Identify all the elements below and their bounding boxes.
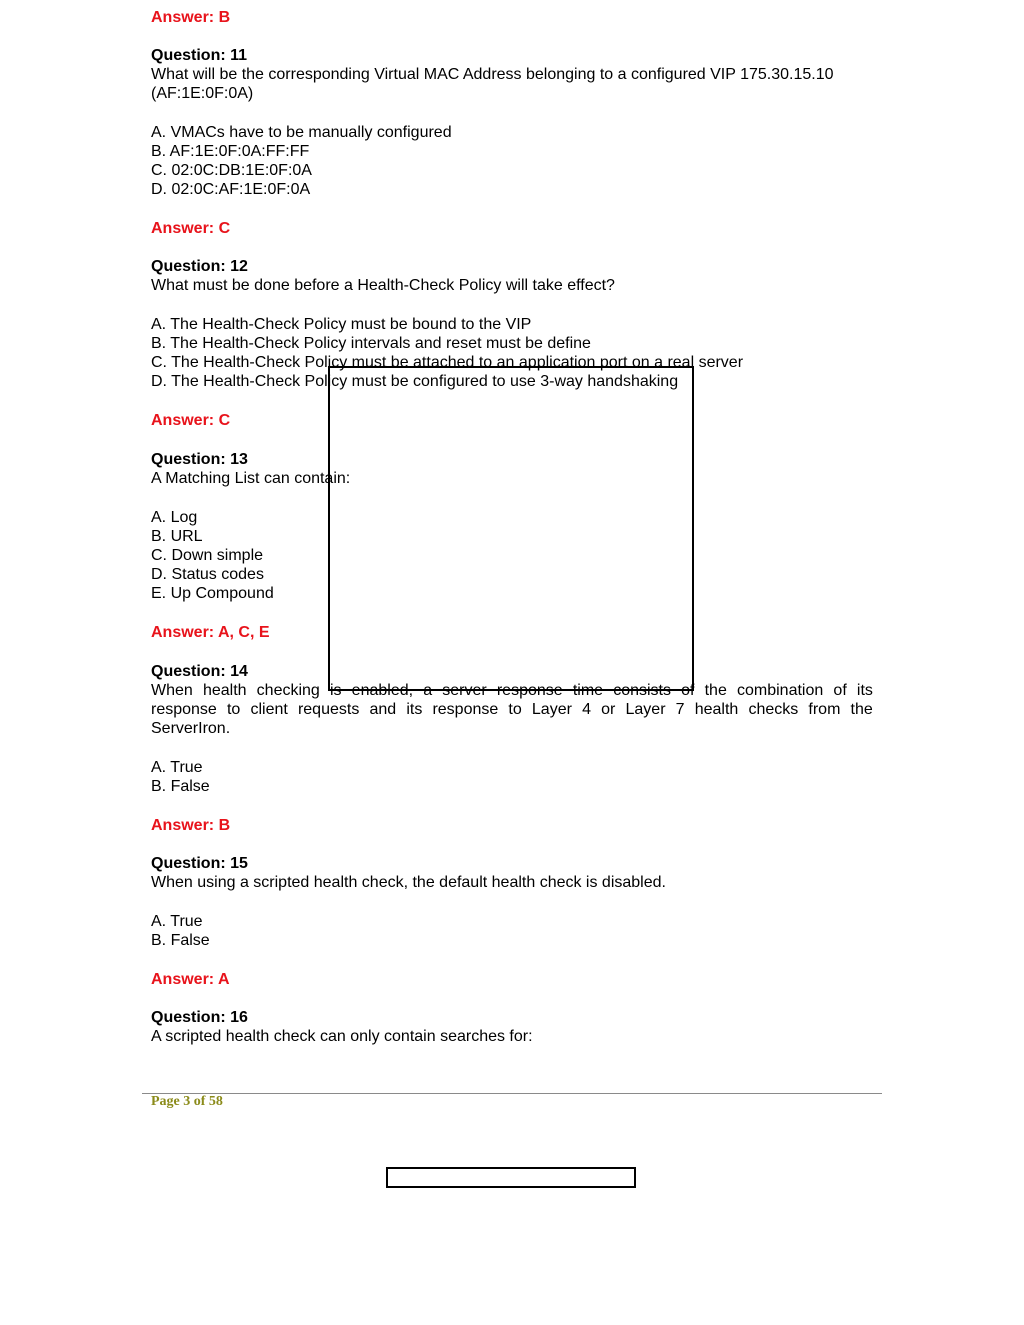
word: is [329,682,342,699]
answer-option: C. Down simple [151,547,264,564]
word: response [432,701,499,718]
question-text-justified [151,700,873,719]
word: consists [613,682,671,699]
word: or [601,701,616,718]
question-text: (AF:1E:0F:0A) [151,85,254,102]
answer-label: Answer: B [151,817,231,834]
question-title: Question: 12 [151,258,248,275]
answer-option: A. The Health-Check Policy must be bound to the VIP [151,316,532,333]
answer-option: B. URL [151,528,203,545]
word: When [151,682,193,699]
answer-option: D. 02:0C:AF:1E:0F:0A [151,181,311,198]
answer-option: A. True [151,913,203,930]
answer-option: D. The Health-Check Policy must be configured to use 3-way handshaking [151,373,679,390]
answer-option: C. The Health-Check Policy must be attached to an application port on a real server [151,354,744,371]
word: to [226,701,241,718]
word: from [808,701,841,718]
word: server [442,682,487,699]
answer-option: A. VMACs have to be manually configured [151,124,452,141]
word: of [833,682,847,699]
answer-option: B. False [151,778,210,795]
question-text: When using a scripted health check, the default health check is disabled. [151,874,666,891]
word: a [423,682,433,699]
word: Layer [625,701,666,718]
word: response [496,682,563,699]
word: time [572,682,604,699]
page-number: Page 3 of 58 [151,1094,223,1109]
word: combination [737,682,824,699]
answer-label: Answer: C [151,220,231,237]
word: and [369,701,397,718]
word: the [704,682,727,699]
answer-option: E. Up Compound [151,585,274,602]
answer-option: A. True [151,759,203,776]
question-title: Question: 14 [151,663,248,680]
empty-box [386,1167,636,1188]
word: its [856,682,873,699]
answer-label: Answer: C [151,412,231,429]
answer-option: B. False [151,932,210,949]
question-text-justified [151,681,873,700]
word: health [694,701,739,718]
answer-option: C. 02:0C:DB:1E:0F:0A [151,162,312,179]
word: 4 [582,701,591,718]
word: its [406,701,423,718]
word: Layer [531,701,572,718]
word: checking [256,682,320,699]
question-text: A scripted health check can only contain searches for: [151,1028,533,1045]
question-title: Question: 15 [151,855,248,872]
word: response [151,701,217,718]
answer-label: Answer: B [151,9,231,26]
word: 7 [675,701,685,718]
word: enabled, [351,682,414,699]
word: health [202,682,247,699]
question-title: Question: 16 [151,1009,248,1026]
answer-option: A. Log [151,509,198,526]
word: of [681,682,695,699]
question-text: What will be the corresponding Virtual MAC Address belonging to a configured VIP 175.30.15.10 [151,66,834,83]
word: client [250,701,288,718]
word: the [850,701,873,718]
answer-label: Answer: A [151,971,230,988]
question-text: ServerIron. [151,720,231,737]
footer-divider [142,1093,882,1094]
answer-option: B. AF:1E:0F:0A:FF:FF [151,143,310,160]
word: checks [748,701,799,718]
word: requests [297,701,360,718]
answer-label: Answer: A, C, E [151,624,270,641]
overlay-frame [328,366,694,691]
question-title: Question: 11 [151,47,248,64]
question-text: What must be done before a Health-Check Policy will take effect? [151,277,615,294]
word: to [508,701,522,718]
question-text: A Matching List can contain: [151,470,351,487]
question-title: Question: 13 [151,451,248,468]
answer-option: D. Status codes [151,566,264,583]
answer-option: B. The Health-Check Policy intervals and reset must be define [151,335,591,352]
